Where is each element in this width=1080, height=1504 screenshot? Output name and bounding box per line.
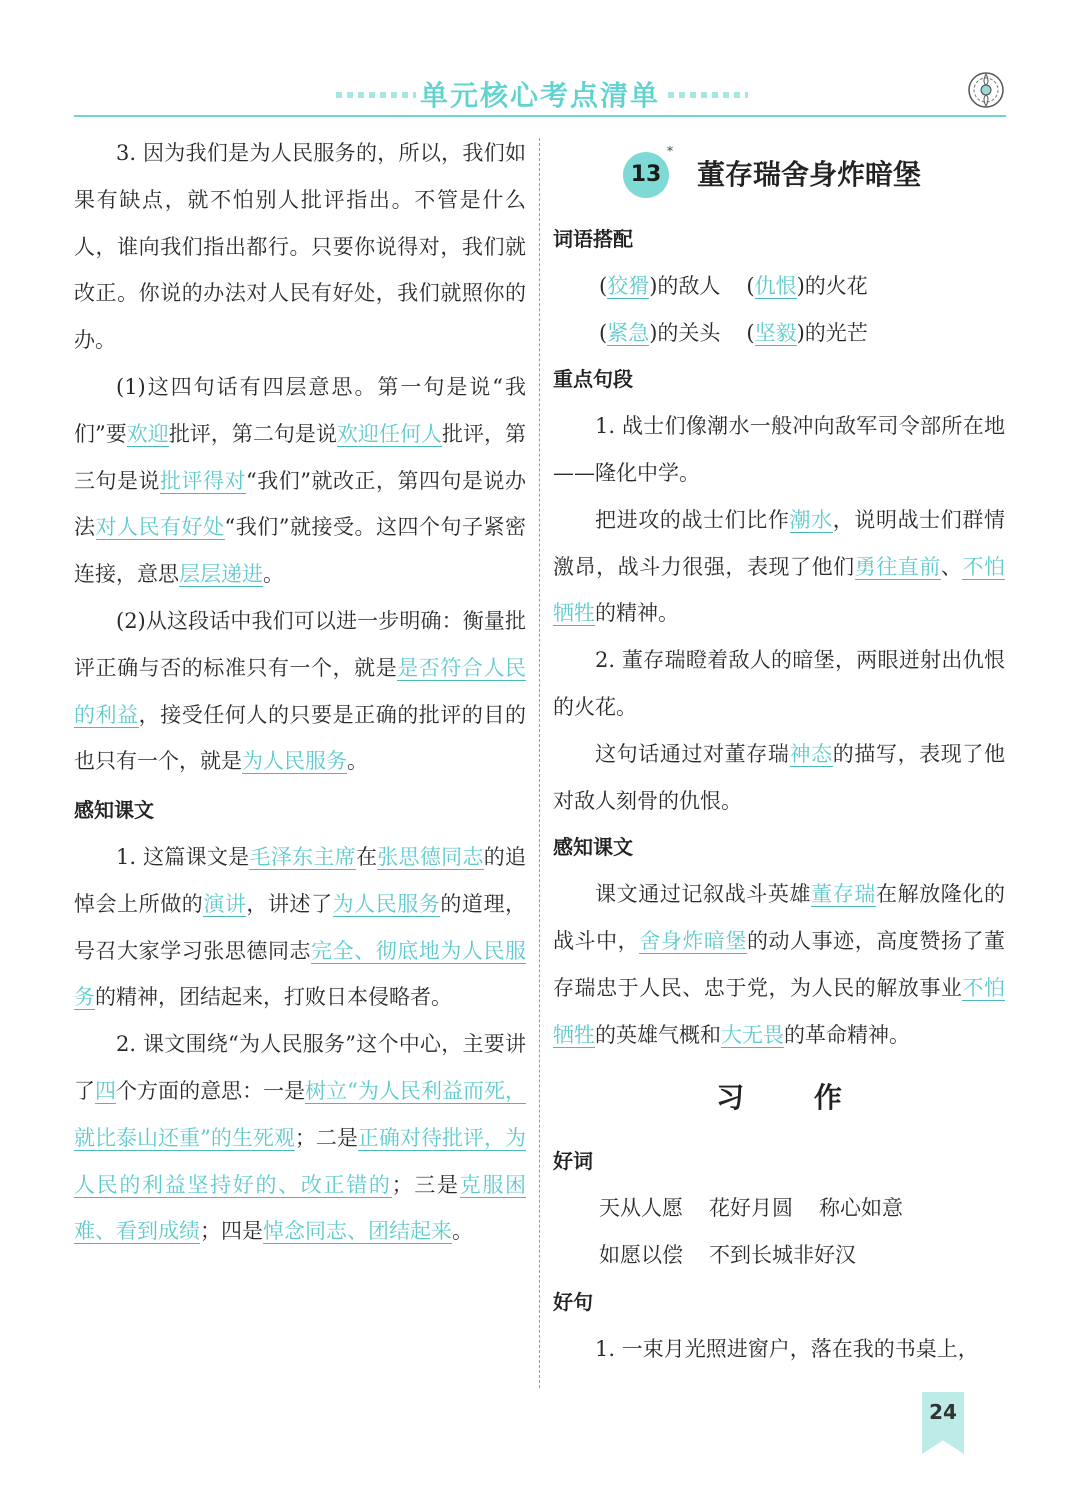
- text-run: 的英雄气概和: [595, 1022, 721, 1047]
- text-run: ，接受任何人的只要是正确的批评的目的也只有一个，就是: [74, 702, 527, 774]
- answer-highlight: 潮水: [789, 507, 833, 532]
- text-run: 的动人事迹，高度赞扬了董存瑞忠于人民、忠于党，为人民的解放事业: [553, 928, 1006, 1000]
- text-run: ，说明战士们群情激昂，战斗力很强，表现了他们: [553, 507, 1006, 579]
- collocation-row-1: [553, 263, 1005, 310]
- good-word: 不到长城非好汉: [709, 1242, 856, 1267]
- paragraph-analysis-1: [74, 364, 526, 598]
- perceive-summary: [553, 871, 1005, 1058]
- paragraph-perceive-1: [74, 834, 526, 1021]
- answer-highlight: 对人民有好处: [95, 515, 225, 540]
- paragraph-quote: [74, 130, 526, 364]
- answer-highlight: 不怕牺牲: [553, 554, 1006, 626]
- good-word: 称心如意: [819, 1196, 903, 1221]
- collocation-answer: 紧急: [607, 320, 650, 345]
- answer-highlight: 神态: [789, 741, 833, 766]
- text-run: 课文通过记叙战斗英雄: [595, 882, 812, 907]
- text-run: 的描写，表现了他对敌人刻骨的仇恨。: [553, 741, 1006, 813]
- text-run: 的追悼会上所做的: [74, 844, 527, 916]
- text-run: 。: [263, 562, 284, 587]
- text-run: 批评，第二句是说: [168, 421, 337, 446]
- text-run: 2. 董存瑞瞪着敌人的暗堡，两眼迸射出仇恨的火花。: [553, 648, 1005, 719]
- answer-highlight: 董存瑞: [811, 882, 876, 907]
- text-run: 的精神，团结起来，打败日本侵略者。: [95, 985, 452, 1010]
- collocation-text: )的敌人: [649, 273, 721, 298]
- good-words-row-2: [553, 1232, 1005, 1279]
- text-run: 在解放隆化的战斗中，: [553, 882, 1006, 953]
- text-run: 2. 课文围绕“为人民服务”这个中心，主要讲了: [74, 1032, 526, 1103]
- key-sentence-2-analysis: [553, 731, 1005, 825]
- answer-highlight: 欢迎任何人: [336, 421, 442, 446]
- answer-highlight: 张思德同志: [377, 844, 484, 869]
- collocation-text: )的关头: [649, 320, 721, 345]
- section-heading-perceive-2: 感知课文: [553, 835, 633, 860]
- column-divider: [539, 138, 540, 1388]
- answer-highlight: 大无畏: [721, 1022, 784, 1047]
- collocation-paren: (: [746, 320, 755, 345]
- answer-highlight: 欢迎: [126, 421, 169, 446]
- text-run: 的精神。: [595, 601, 679, 626]
- answer-highlight: 克服困难、看到成绩: [74, 1172, 527, 1244]
- good-word: 花好月圆: [709, 1196, 793, 1221]
- text-run: 在: [355, 844, 378, 869]
- collocation-text: )的火花: [796, 273, 868, 298]
- answer-highlight: 层层递进: [179, 562, 263, 587]
- section-heading-perceive: 感知课文: [74, 798, 154, 823]
- good-words-row-1: [553, 1185, 1005, 1232]
- left-column: [74, 130, 526, 1255]
- text-run: 的道理，号召大家学习张思德同志: [74, 891, 527, 963]
- collocation-paren: (: [599, 273, 608, 298]
- paragraph-analysis-2: [74, 598, 526, 785]
- section-title-writing: 习 作: [716, 1081, 872, 1115]
- collocation-answer: 坚毅: [754, 320, 797, 345]
- answer-highlight: 为人民服务: [242, 749, 347, 774]
- text-run: 3. 因为我们是为人民服务的，所以，我们如果有缺点，就不怕别人批评指出。不管是什么人，谁向我们指出都行。只要你说得对，我们就改正。你说的办法对人民有好处，我们就照你的办。: [74, 141, 526, 353]
- collocation-paren: (: [746, 273, 755, 298]
- key-sentence-1-analysis: [553, 497, 1005, 637]
- answer-highlight: 为人民服务: [332, 891, 441, 916]
- collocation-row-2: [553, 310, 1005, 357]
- collocation-answer: 狡猾: [607, 273, 650, 298]
- lesson-star-mark: *: [667, 144, 673, 158]
- key-sentence-2: [553, 637, 1005, 731]
- right-column: [553, 130, 1005, 1372]
- text-run: 1. 战士们像潮水一般冲向敌军司令部所在地——隆化中学。: [553, 414, 1005, 485]
- good-word: 如愿以偿: [599, 1242, 683, 1267]
- answer-highlight: 树立“为人民利益而死，就比泰山还重”的生死观: [74, 1078, 526, 1150]
- text-run: 个方面的意思：一是: [116, 1078, 306, 1103]
- answer-highlight: 四: [95, 1078, 117, 1103]
- answer-highlight: 悼念同志、团结起来: [263, 1219, 452, 1244]
- good-sentence-1: [553, 1326, 1005, 1373]
- page-header: [0, 0, 1080, 130]
- section-heading-key-sentences: 重点句段: [553, 367, 633, 392]
- answer-highlight: 舍身炸暗堡: [639, 928, 747, 953]
- section-heading-good-sentences: 好句: [553, 1289, 593, 1314]
- text-run: 批评，第三句是说: [74, 421, 527, 493]
- answer-highlight: 勇往直前: [854, 554, 941, 579]
- text-run: ；三是: [391, 1172, 460, 1197]
- lesson-name: 董存瑞舍身炸暗堡: [697, 158, 922, 191]
- answer-highlight: 完全、彻底地为人民服务: [74, 938, 527, 1010]
- text-run: 1. 这篇课文是: [116, 844, 250, 869]
- answer-highlight: 正确对待批评，为人民的利益坚持好的、改正错的: [74, 1125, 527, 1197]
- section-heading-collocation: 词语搭配: [553, 227, 633, 251]
- text-run: 。: [452, 1219, 473, 1244]
- header-rule: [74, 115, 1006, 117]
- text-run: 、: [940, 554, 963, 579]
- key-sentence-1: [553, 403, 1005, 497]
- collocation-text: )的光芒: [796, 320, 868, 345]
- lesson-title: [553, 138, 1005, 216]
- collocation-paren: (: [599, 320, 608, 345]
- header-title: 单元核心考点清单: [419, 79, 660, 112]
- text-run: 的革命精神。: [784, 1022, 910, 1047]
- text-run: (2)从这段话中我们可以进一步明确：衡量批评正确与否的标准只有一个，就是: [74, 608, 526, 680]
- floral-emblem-icon: [966, 70, 1006, 110]
- answer-highlight: 演讲: [203, 891, 247, 916]
- header-decoration-right: [668, 92, 748, 98]
- section-heading-good-words: 好词: [553, 1149, 593, 1174]
- text-run: 这句话通过对董存瑞: [595, 741, 790, 766]
- answer-highlight: 毛泽东主席: [249, 844, 356, 869]
- text-run: “我们”就接受。这四个句子紧密连接，意思: [74, 515, 527, 587]
- page-number: 24: [929, 1400, 957, 1424]
- text-run: 把进攻的战士们比作: [595, 507, 790, 532]
- text-run: “我们”就改正，第四句是说办法: [74, 468, 527, 540]
- answer-highlight: 批评得对: [160, 468, 247, 493]
- collocation-answer: 仇恨: [754, 273, 797, 298]
- text-run: ，讲述了: [246, 891, 333, 916]
- paragraph-perceive-2: [74, 1021, 526, 1255]
- text-run: (1)这四句话有四层意思。第一句是说“我们”要: [74, 374, 526, 446]
- good-word: 天从人愿: [599, 1196, 683, 1221]
- answer-highlight: 是否符合人民的利益: [74, 655, 526, 727]
- text-run: ；二是: [294, 1125, 358, 1150]
- answer-highlight: 不怕牺牲: [553, 975, 1006, 1047]
- lesson-number-badge: 13: [623, 152, 669, 198]
- text-run: ；四是: [200, 1219, 263, 1244]
- text-run: 1. 一束月光照进窗户，落在我的书桌上，: [595, 1336, 979, 1361]
- text-run: 。: [347, 749, 368, 774]
